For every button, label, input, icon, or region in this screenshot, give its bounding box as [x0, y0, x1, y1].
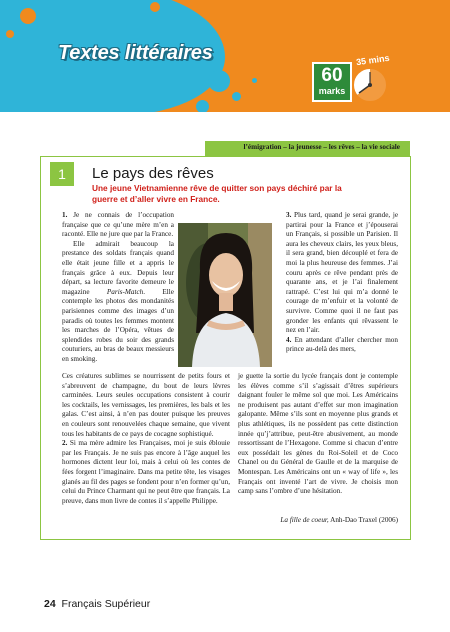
text-column-left-lower	[62, 372, 230, 506]
paragraph-number: 1.	[62, 211, 68, 219]
article-number: 1	[50, 162, 74, 186]
paragraph-1-body-end: . Elle contemple les photos des mondanités parisiennes comme des images d’un paradis où toutes les femmes montent les marches de l’Opéra, vêtues de splendides robes du soir des grands couturiers, au bras de beaux messieurs en smoking.	[62, 287, 174, 363]
paint-blob	[150, 2, 160, 12]
source-citation	[238, 516, 398, 524]
paragraph-4-continued: je guette la sortie du lycée français dont je contemple les élèves comme s’il s’agissait d’êtres supérieurs daignant fouler le même sol que moi. Les Américains ne produisent pas autant d’effet sur mon imagination galopante. Même s’ils sont en moyenne plus grands et plus athlétiques, ils ne possèdent pas cette distinction innée qu’j’attribue, peut-être abusivement, au monde ressortissant de l’Hexagone. Comme si chacun d’entre eux possédait les gènes du Roi-Soleil et de Coco Chanel ou du Général de Gaulle et de la marquise de Montespan. Les Américains ont un « way of life », les Français ont inventé l’art de vivre. Je choisis mon camp sans l’ombre d’une hésitation.	[238, 372, 398, 496]
paint-blob	[196, 100, 209, 112]
article-subtitle: Une jeune Vietnamienne rêve de quitter son pays déchiré par la guerre et d’aller vivre en France.	[92, 183, 342, 204]
topic-band	[205, 141, 410, 156]
paragraph-3: Plus tard, quand je serai grande, je partirai pour la France et j’épouserai un Français, si possible un Parisien. Il aura les cheveux clairs, les yeux bleus, il sera grand, bien découplé et fera de moi la plus heureuse des femmes. J’ai couru après ce rêve pendant près de quarante ans, et je l’ai finalement rattrapé. C’est lui qui m’a donné le courage de m’enfuir et la volonté de survivre. Comme quoi il ne faut pas gronder les enfants qui rêvassent le nez en l’air.	[286, 211, 399, 335]
source-author: Anh-Dao Traxel (2006)	[330, 516, 398, 524]
article-title: Le pays des rêves	[92, 165, 214, 182]
paragraph-2: Si ma mère admire les Françaises, moi je suis éblouie par les Français. Je ne suis pas encore à l’âge auquel les hormones dictent leur loi, mais à celui où les contes de fées forgent l’imaginaire. Dans ma petite tête, les visages glanés au fil des pages se fondent pour n’en former qu’un, celui du Prince Charmant qui ne peut être que français. La preuve, dans mon livre de contes il s’appelle Philippe.	[62, 439, 230, 505]
paint-blob	[252, 78, 257, 83]
paragraph-1-intro: Je ne connais de l’occupation française que ce qu’une mère m’en a raconté. Elle ne jure que par la France.	[62, 211, 175, 239]
timer-label: 35 mins	[355, 52, 391, 68]
paragraph-number: 2.	[62, 439, 68, 448]
paint-blob	[6, 30, 14, 38]
marks-value: 60	[321, 65, 343, 86]
page-number: 24	[44, 598, 56, 610]
page-footer	[44, 598, 150, 610]
paragraph-1-body: Elle admirait beaucoup la prestance des soldats français quand elle était jeune fille et a appris le français grâce à eux. Depuis leur départ, sa lecture favorite demeure le magazine	[62, 239, 174, 296]
paint-blob	[232, 92, 241, 101]
marks-badge	[312, 62, 352, 102]
paragraph-4-start: En attendant d’aller chercher mon prince au-delà des mers,	[286, 335, 398, 354]
paint-blob	[20, 8, 36, 24]
topic-text: l’émigration – la jeunesse – les rêves – la vie sociale	[243, 143, 400, 151]
book-title: Français Supérieur	[61, 598, 151, 610]
magazine-name: Paris-Match	[106, 287, 144, 296]
paint-blob	[208, 70, 230, 92]
text-column-left-upper	[62, 211, 174, 365]
clock-icon	[350, 64, 390, 104]
section-title: Textes littéraires	[58, 42, 213, 64]
paragraph-number: 4.	[286, 335, 292, 344]
source-title: La fille de coeur,	[280, 516, 329, 524]
text-column-right-upper	[286, 211, 398, 355]
paragraph-number: 3.	[286, 211, 292, 219]
portrait-photo	[178, 223, 272, 367]
marks-label: marks	[318, 86, 346, 96]
text-column-right-lower	[238, 372, 398, 497]
paragraph-1-continued: Ces créatures sublimes se nourrissent de petits fours et s’abreuvent de champagne, du bout de leurs lèvres carminées. Leurs seules occupations consistent à courir les cocktails, les vernissages, les premières, les bals et les galas. C’est ainsi, à n’en pas douter puisque les preuves en couleurs sont renouvelées chaque semaine, que vivent tous les habitants de ce pays de cocagne sophistiqué.	[62, 372, 230, 438]
